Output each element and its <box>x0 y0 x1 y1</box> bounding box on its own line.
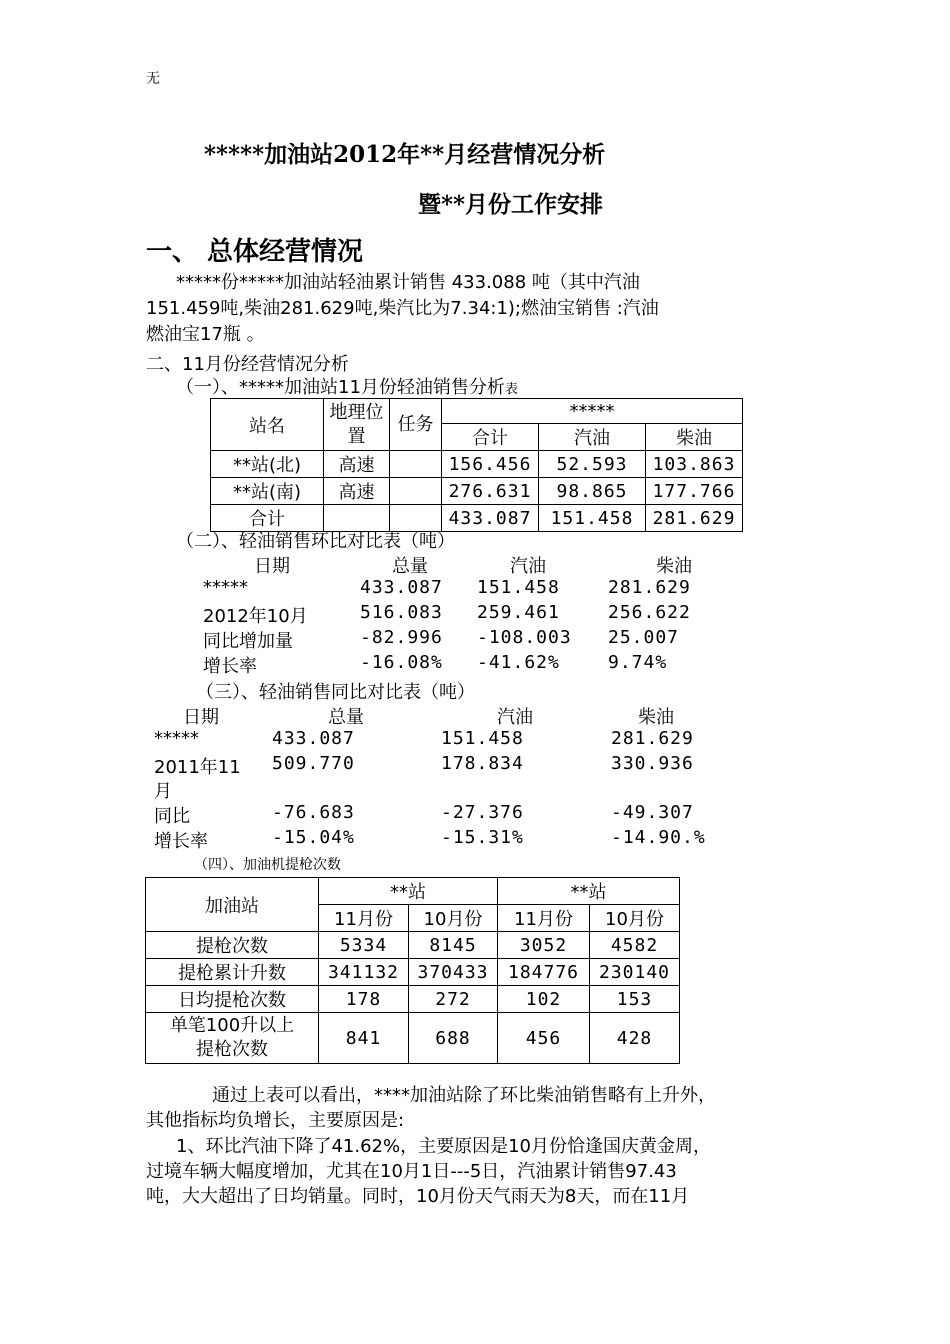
mom-r2-date: 同比增加量 <box>203 631 293 652</box>
cell-value: 8145 <box>409 932 498 959</box>
yoy-r4-date: 增长率 <box>154 831 208 852</box>
mom-r3-gasoline: -41.62% <box>477 652 560 673</box>
row-label <box>146 1013 319 1064</box>
th-total: 合计 <box>442 424 539 451</box>
yoy-r1-total: 509.770 <box>272 753 355 774</box>
section1-line2: 151.459吨,柴油281.629吨,柴汽比为7.34:1);燃油宝销售 :汽油 <box>146 298 659 319</box>
mom-r0-gasoline: 151.458 <box>477 577 560 598</box>
th-group-b: **站 <box>498 878 680 905</box>
cell-total: 433.087 <box>442 505 539 532</box>
yoy-r1-gasoline: 178.834 <box>441 753 524 774</box>
cell-gasoline: 52.593 <box>539 451 646 478</box>
section1-line1: *****份*****加油站轻油累计销售 433.088 吨（其中汽油 <box>176 272 640 293</box>
table-row <box>146 959 680 986</box>
table-row <box>211 451 743 478</box>
sub4-title: （四）、加油机提枪次数 <box>194 857 341 873</box>
mom-r1-diesel: 256.622 <box>608 602 691 623</box>
th-station: 站名 <box>211 399 324 451</box>
table-row <box>211 478 743 505</box>
section2-heading: 二、11月份经营情况分析 <box>146 354 349 375</box>
mom-r0-date: ***** <box>203 577 248 598</box>
yoy-r0-gasoline: 151.458 <box>441 728 524 749</box>
mom-r1-total: 516.083 <box>360 602 443 623</box>
table-row <box>146 1013 680 1064</box>
yoy-r0-diesel: 281.629 <box>611 728 694 749</box>
cell-task <box>390 478 442 505</box>
cell-value: 178 <box>319 986 409 1013</box>
cell-value: 688 <box>409 1013 498 1064</box>
th-month: 10月份 <box>590 905 680 932</box>
yoy-r1-diesel: 330.936 <box>611 753 694 774</box>
cell-value: 456 <box>498 1013 590 1064</box>
nozzle-table <box>145 877 680 1064</box>
closing-line1: 通过上表可以看出，****加油站除了环比柴油销售略有上升外， <box>212 1085 716 1106</box>
cell-value: 4582 <box>590 932 680 959</box>
cell-total: 156.456 <box>442 451 539 478</box>
title-line1: *****加油站2012年**月经营情况分析 <box>204 141 606 168</box>
th-month: 11月份 <box>319 905 409 932</box>
cell-station: **站(北) <box>211 451 324 478</box>
cell-value: 102 <box>498 986 590 1013</box>
yoy-r4-gasoline: -15.31% <box>441 827 524 848</box>
th-month: 11月份 <box>498 905 590 932</box>
cell-station: 合计 <box>211 505 324 532</box>
sales-table <box>210 398 743 532</box>
th-diesel: 柴油 <box>646 424 743 451</box>
th-gasoline: 汽油 <box>539 424 646 451</box>
sub1-title-text: （一）、*****加油站11月份轻油销售分析 <box>176 377 505 398</box>
cell-location: 高速 <box>324 451 390 478</box>
th-month: 10月份 <box>409 905 498 932</box>
cell-value: 230140 <box>590 959 680 986</box>
yoy-r2-date: 月 <box>154 781 172 802</box>
mom-r0-diesel: 281.629 <box>608 577 691 598</box>
cell-value: 5334 <box>319 932 409 959</box>
th-location: 地理位置 <box>324 399 390 451</box>
yoy-r0-total: 433.087 <box>272 728 355 749</box>
cell-value: 153 <box>590 986 680 1013</box>
yoy-r1-date: 2011年11 <box>154 757 241 778</box>
mom-header-date: 日期 <box>254 556 290 577</box>
sub1-title <box>176 373 518 399</box>
sub2-title: （二）、轻油销售环比对比表（吨） <box>176 531 455 552</box>
row-label: 提枪累计升数 <box>146 959 319 986</box>
cell-diesel: 177.766 <box>646 478 743 505</box>
yoy-header-gasoline: 汽油 <box>497 707 533 728</box>
cell-gasoline: 151.458 <box>539 505 646 532</box>
section1-heading: 一、 总体经营情况 <box>146 237 364 267</box>
mom-r3-total: -16.08% <box>360 652 443 673</box>
row-label: 日均提枪次数 <box>146 986 319 1013</box>
closing-line5: 吨，大大超出了日均销量。同时，10月份天气雨天为8天，而在11月 <box>146 1186 690 1207</box>
mom-r3-diesel: 9.74% <box>608 652 668 673</box>
mom-r2-total: -82.996 <box>360 627 443 648</box>
mom-r1-gasoline: 259.461 <box>477 602 560 623</box>
closing-line4: 过境车辆大幅度增加，尤其在10月1日---5日，汽油累计销售97.43 <box>146 1161 677 1182</box>
table-row <box>146 932 680 959</box>
cell-value: 841 <box>319 1013 409 1064</box>
cell-total: 276.631 <box>442 478 539 505</box>
mom-header-diesel: 柴油 <box>656 556 692 577</box>
yoy-r3-date: 同比 <box>154 806 190 827</box>
row-label: 提枪次数 <box>146 932 319 959</box>
closing-line2: 其他指标均负增长，主要原因是: <box>146 1110 405 1131</box>
mom-r2-diesel: 25.007 <box>608 627 680 648</box>
cell-station: **站(南) <box>211 478 324 505</box>
header-mark: 无 <box>146 71 160 87</box>
cell-value: 3052 <box>498 932 590 959</box>
yoy-header-date: 日期 <box>183 707 219 728</box>
yoy-header-total: 总量 <box>328 707 364 728</box>
row-label-line1: 单笔100升以上 <box>169 1015 295 1036</box>
cell-value: 184776 <box>498 959 590 986</box>
cell-location: 高速 <box>324 478 390 505</box>
th-task: 任务 <box>390 399 442 451</box>
mom-r2-gasoline: -108.003 <box>477 627 572 648</box>
cell-task <box>390 451 442 478</box>
mom-header-total: 总量 <box>392 556 428 577</box>
yoy-r4-total: -15.04% <box>272 827 355 848</box>
table-row <box>146 986 680 1013</box>
yoy-r3-diesel: -49.307 <box>611 802 694 823</box>
cell-value: 341132 <box>319 959 409 986</box>
cell-value: 272 <box>409 986 498 1013</box>
sub1-title-small: 表 <box>504 382 518 397</box>
mom-r1-date: 2012年10月 <box>203 606 308 627</box>
mom-r0-total: 433.087 <box>360 577 443 598</box>
yoy-r4-diesel: -14.90.% <box>611 827 706 848</box>
yoy-r0-date: ***** <box>154 728 199 749</box>
yoy-header-diesel: 柴油 <box>638 707 674 728</box>
yoy-r3-total: -76.683 <box>272 802 355 823</box>
th-station: 加油站 <box>146 878 319 932</box>
title-line2: 暨**月份工作安排 <box>418 191 604 218</box>
cell-value: 428 <box>590 1013 680 1064</box>
mom-header-gasoline: 汽油 <box>510 556 546 577</box>
section1-line3: 燃油宝17瓶 。 <box>146 324 265 345</box>
row-label-line2: 提枪次数 <box>196 1039 268 1060</box>
cell-value: 370433 <box>409 959 498 986</box>
cell-diesel: 281.629 <box>646 505 743 532</box>
yoy-r3-gasoline: -27.376 <box>441 802 524 823</box>
th-group-a: **站 <box>319 878 498 905</box>
th-group: ***** <box>442 399 743 424</box>
sub3-title: （三）、轻油销售同比对比表（吨） <box>196 682 475 703</box>
cell-gasoline: 98.865 <box>539 478 646 505</box>
cell-diesel: 103.863 <box>646 451 743 478</box>
mom-r3-date: 增长率 <box>203 656 257 677</box>
closing-line3: 1、环比汽油下降了41.62%，主要原因是10月份恰逢国庆黄金周， <box>176 1136 711 1157</box>
